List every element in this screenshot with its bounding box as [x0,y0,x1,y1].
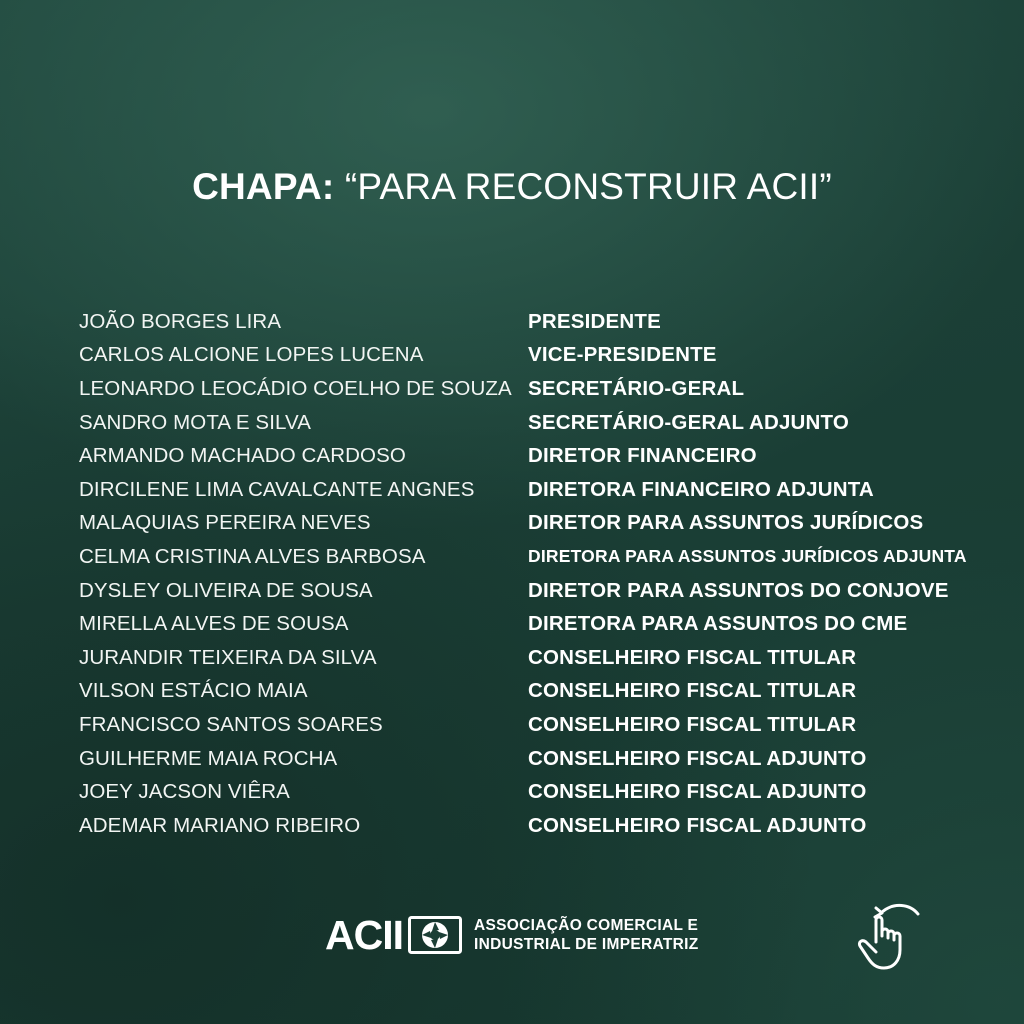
member-role: DIRETOR PARA ASSUNTOS DO CONJOVE [528,578,949,602]
member-name: ARMANDO MACHADO CARDOSO [79,444,406,468]
member-name: JOEY JACSON VIÊRA [79,780,290,804]
member-name: MIRELLA ALVES DE SOUSA [79,612,349,636]
roster-row [79,641,999,675]
roster-row [79,775,999,809]
roster-row [79,372,999,406]
org-name-line-2: INDUSTRIAL DE IMPERATRIZ [474,936,699,953]
roster-row [79,305,999,339]
member-role: DIRETORA PARA ASSUNTOS JURÍDICOS ADJUNTA [528,546,967,567]
member-role: SECRETÁRIO-GERAL ADJUNTO [528,410,850,434]
member-role: DIRETORA FINANCEIRO ADJUNTA [528,477,874,501]
member-name: DIRCILENE LIMA CAVALCANTE ANGNES [79,477,475,501]
org-name-line-1: ASSOCIAÇÃO COMERCIAL E [474,917,699,934]
roster-row [79,473,999,507]
roster-row [79,675,999,709]
acii-logo [325,912,699,958]
member-name: JURANDIR TEIXEIRA DA SILVA [79,645,377,669]
member-name: FRANCISCO SANTOS SOARES [79,712,383,736]
member-role: CONSELHEIRO FISCAL ADJUNTO [528,813,867,837]
roster-row [79,507,999,541]
roster-row [79,708,999,742]
roster-row [79,439,999,473]
member-role: SECRETÁRIO-GERAL [528,376,745,400]
roster-row [79,540,999,574]
roster-row [79,607,999,641]
board-roster [79,305,999,843]
member-name: JOÃO BORGES LIRA [79,309,282,333]
member-role: DIRETOR FINANCEIRO [528,444,757,468]
roster-row [79,742,999,776]
roster-row [79,406,999,440]
member-name: GUILHERME MAIA ROCHA [79,746,338,770]
member-role: CONSELHEIRO FISCAL ADJUNTO [528,780,867,804]
swipe-hand-icon [852,898,928,974]
aperture-logo-icon [408,916,462,954]
member-name: CELMA CRISTINA ALVES BARBOSA [79,544,426,568]
member-role: CONSELHEIRO FISCAL ADJUNTO [528,746,867,770]
title-slate-name: “PARA RECONSTRUIR ACII” [344,166,832,207]
member-role: CONSELHEIRO FISCAL TITULAR [528,679,857,703]
page-title [0,166,1024,208]
member-name: SANDRO MOTA E SILVA [79,410,312,434]
member-role: CONSELHEIRO FISCAL TITULAR [528,712,857,736]
roster-row [79,574,999,608]
member-role: DIRETOR PARA ASSUNTOS JURÍDICOS [528,511,924,535]
member-role: DIRETORA PARA ASSUNTOS DO CME [528,612,908,636]
member-role: PRESIDENTE [528,309,661,333]
member-name: LEONARDO LEOCÁDIO COELHO DE SOUZA [79,376,512,400]
roster-row [79,809,999,843]
member-name: CARLOS ALCIONE LOPES LUCENA [79,343,424,367]
member-name: ADEMAR MARIANO RIBEIRO [79,813,361,837]
member-name: MALAQUIAS PEREIRA NEVES [79,511,371,535]
title-label: CHAPA: [192,166,335,207]
member-role: VICE-PRESIDENTE [528,343,717,367]
member-role: CONSELHEIRO FISCAL TITULAR [528,645,857,669]
logo-wordmark: ACII [325,911,403,958]
member-name: VILSON ESTÁCIO MAIA [79,679,308,703]
member-name: DYSLEY OLIVEIRA DE SOUSA [79,578,373,602]
org-full-name [474,916,699,954]
roster-row [79,339,999,373]
